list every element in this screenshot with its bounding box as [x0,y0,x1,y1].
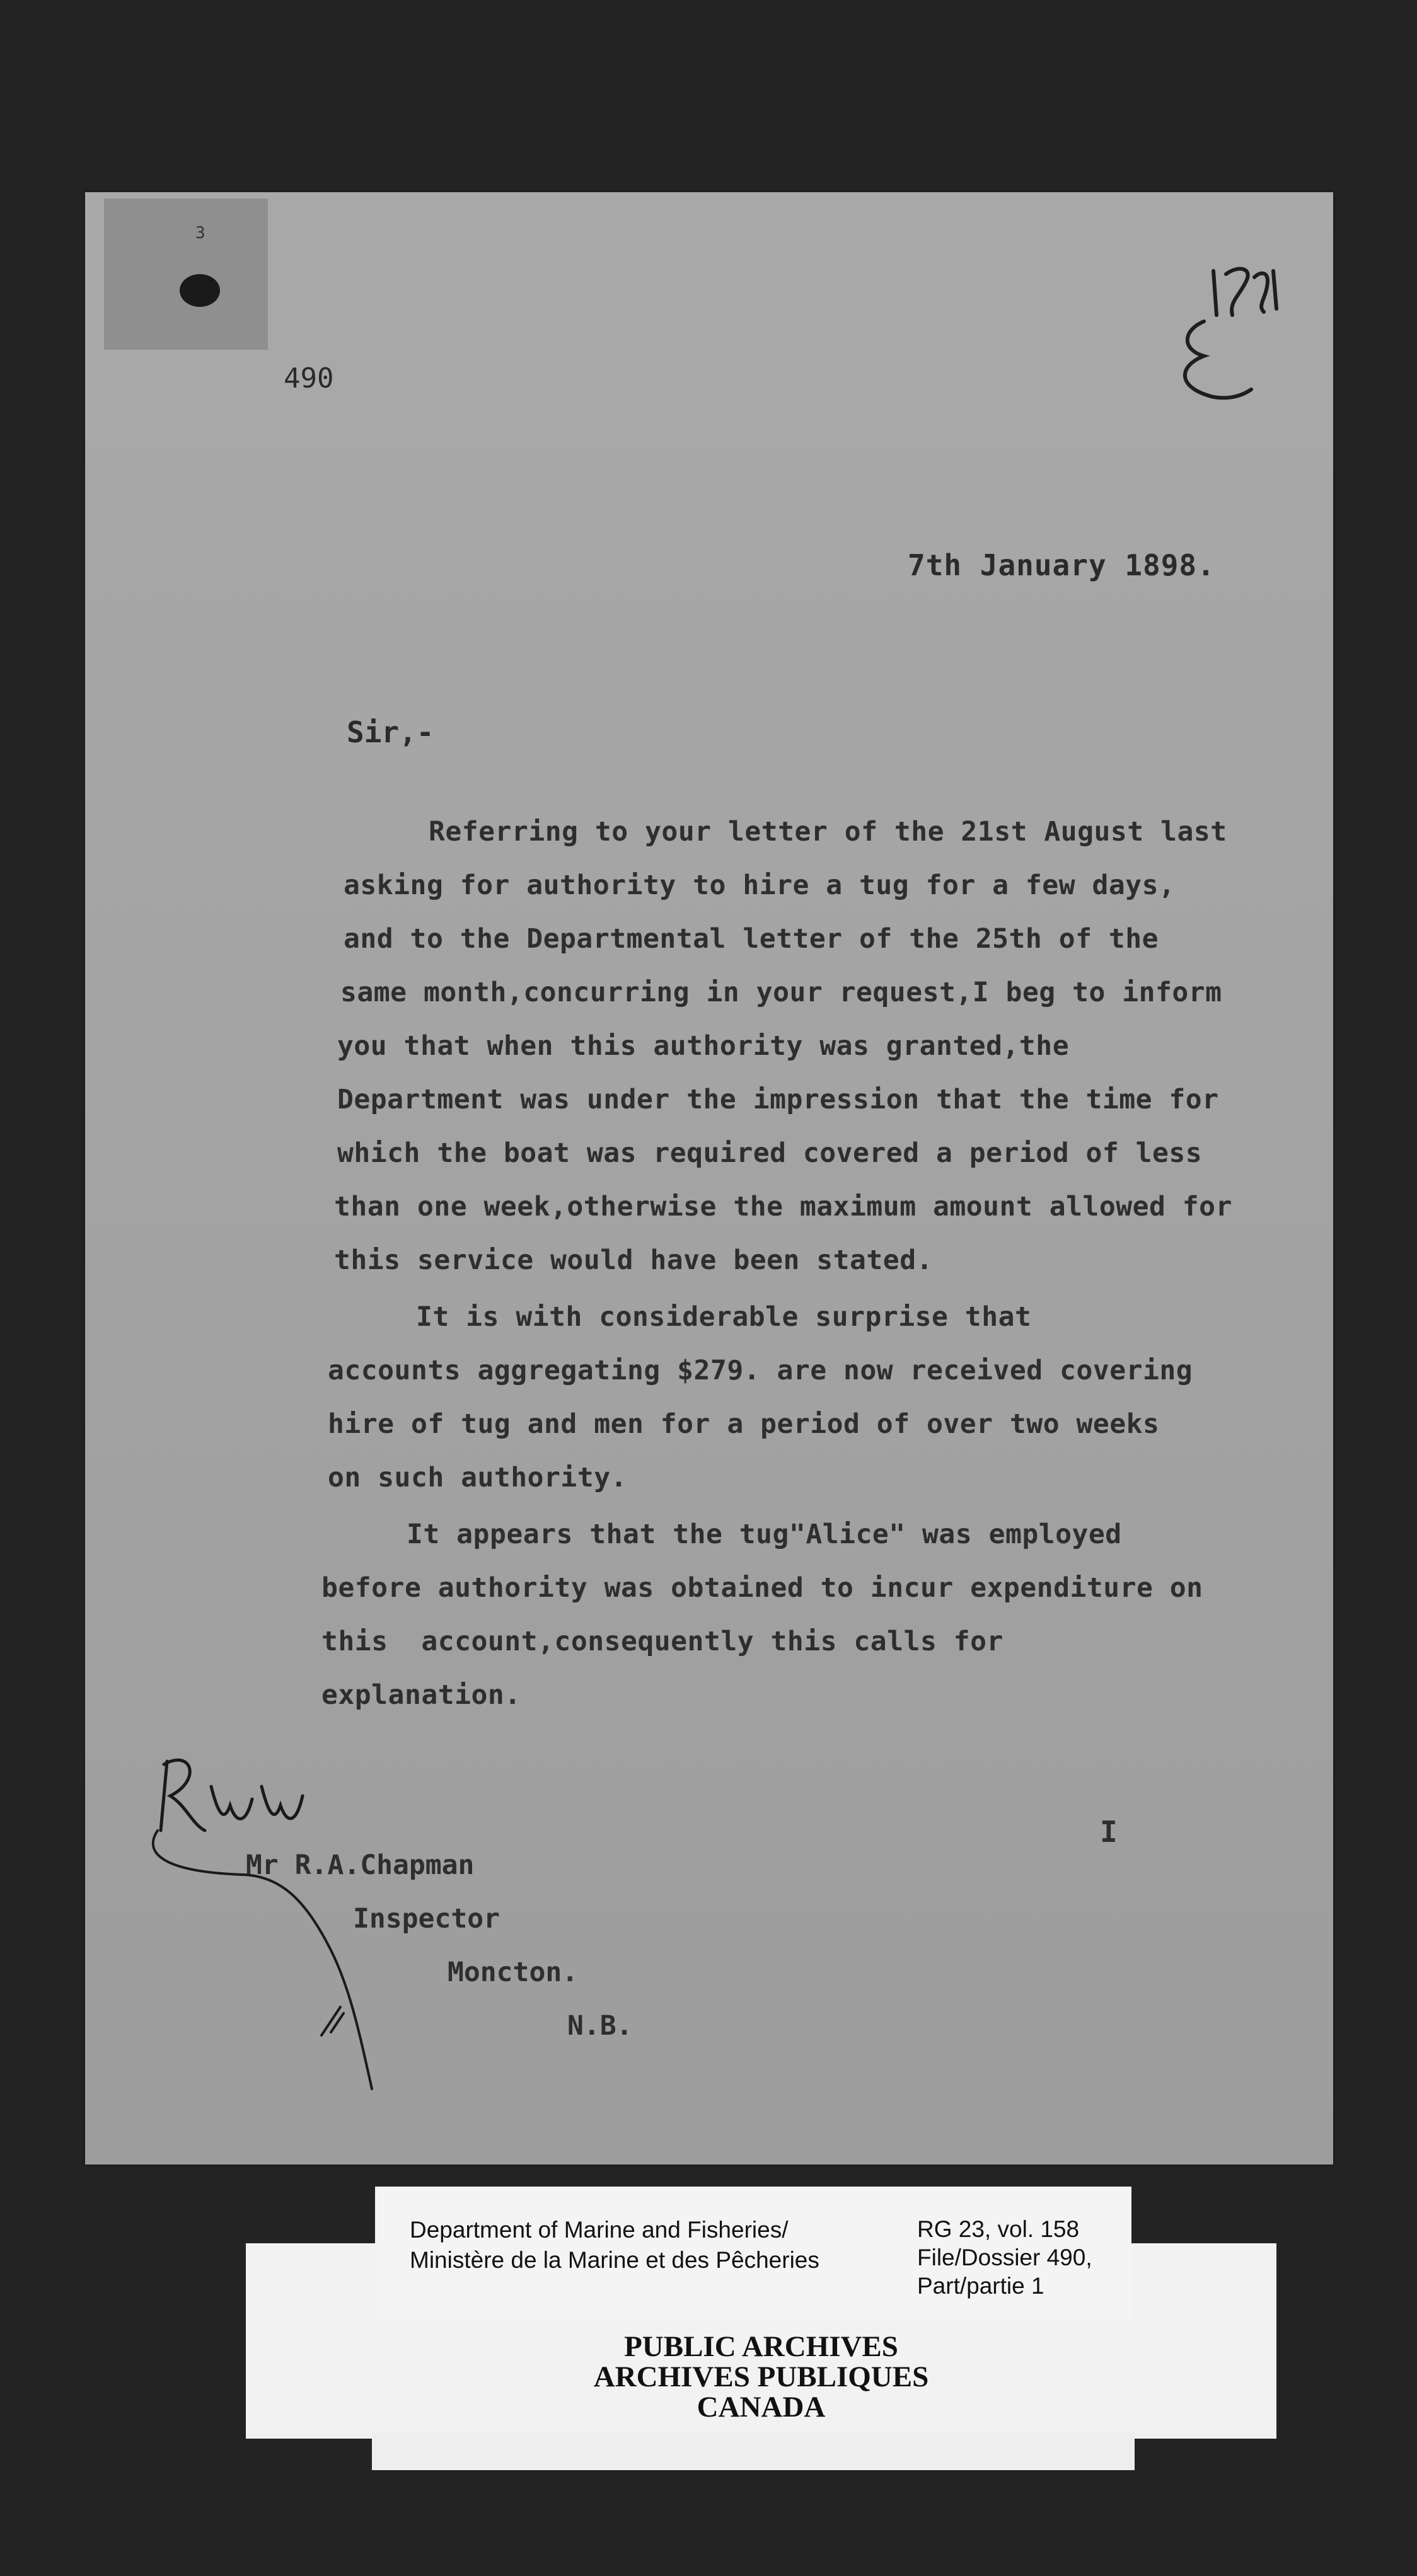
salutation: Sir,- [347,715,434,749]
banner-line-public-archives: PUBLIC ARCHIVES [624,2330,898,2363]
record-group: RG 23, vol. 158 [917,2216,1080,2242]
body-line: this service would have been stated. [334,1245,933,1276]
body-line: It is with considerable surprise that [416,1301,1032,1333]
body-line: this account,consequently this calls for [321,1626,1003,1657]
addressee-title: Inspector [353,1903,500,1935]
body-line: you that when this authority was granted,the [337,1030,1070,1062]
banner-line-archives-publiques: ARCHIVES PUBLIQUES [593,2360,929,2393]
body-line: and to the Departmental letter of the 25th of the [344,923,1159,955]
body-line: Referring to your letter of the 21st August last [429,816,1227,848]
body-line: which the boat was required covered a period of less [337,1137,1203,1169]
slip-department [410,2215,819,2275]
letter-date: 7th January 1898. [908,548,1215,582]
body-line: asking for authority to hire a tug for a few days, [344,870,1176,901]
hole-punch [180,274,220,307]
part-partie: Part/partie 1 [917,2273,1044,2299]
letter-sheet [85,192,1333,2165]
addressee-name: Mr R.A.Chapman [246,1849,475,1881]
file-dossier: File/Dossier 490, [917,2245,1092,2270]
page-marker: I [1100,1815,1118,1849]
body-line: same month,concurring in your request,I beg to inform [340,977,1222,1008]
archive-reference-slip [375,2187,1131,2319]
body-line: accounts aggregating $279. are now received covering [328,1355,1193,1386]
handwritten-folio-mark [1144,246,1289,410]
addressee-city: Moncton. [448,1957,579,1988]
department-english: Department of Marine and Fisheries/ [410,2217,789,2243]
body-line: hire of tug and men for a period of over two weeks [328,1408,1160,1440]
body-line: than one week,otherwise the maximum amount allowed for [334,1191,1232,1222]
slip-reference [917,2215,1092,2300]
archive-banner-text [246,2332,1276,2422]
corner-mark: 3 [195,224,205,243]
archive-banner-base [372,2432,1135,2470]
department-french: Ministère de la Marine et des Pêcheries [410,2247,819,2273]
body-line: It appears that the tug"Alice" was employed [407,1519,1122,1550]
body-line: Department was under the impression that the time for [337,1084,1219,1115]
corner-stamp-area [104,198,268,350]
body-line: before authority was obtained to incur expenditure on [321,1572,1203,1604]
body-line: on such authority. [328,1462,627,1493]
body-line: explanation. [321,1679,521,1711]
addressee-province: N.B. [567,2010,633,2042]
banner-line-canada: CANADA [697,2391,826,2424]
file-number: 490 [284,362,334,394]
